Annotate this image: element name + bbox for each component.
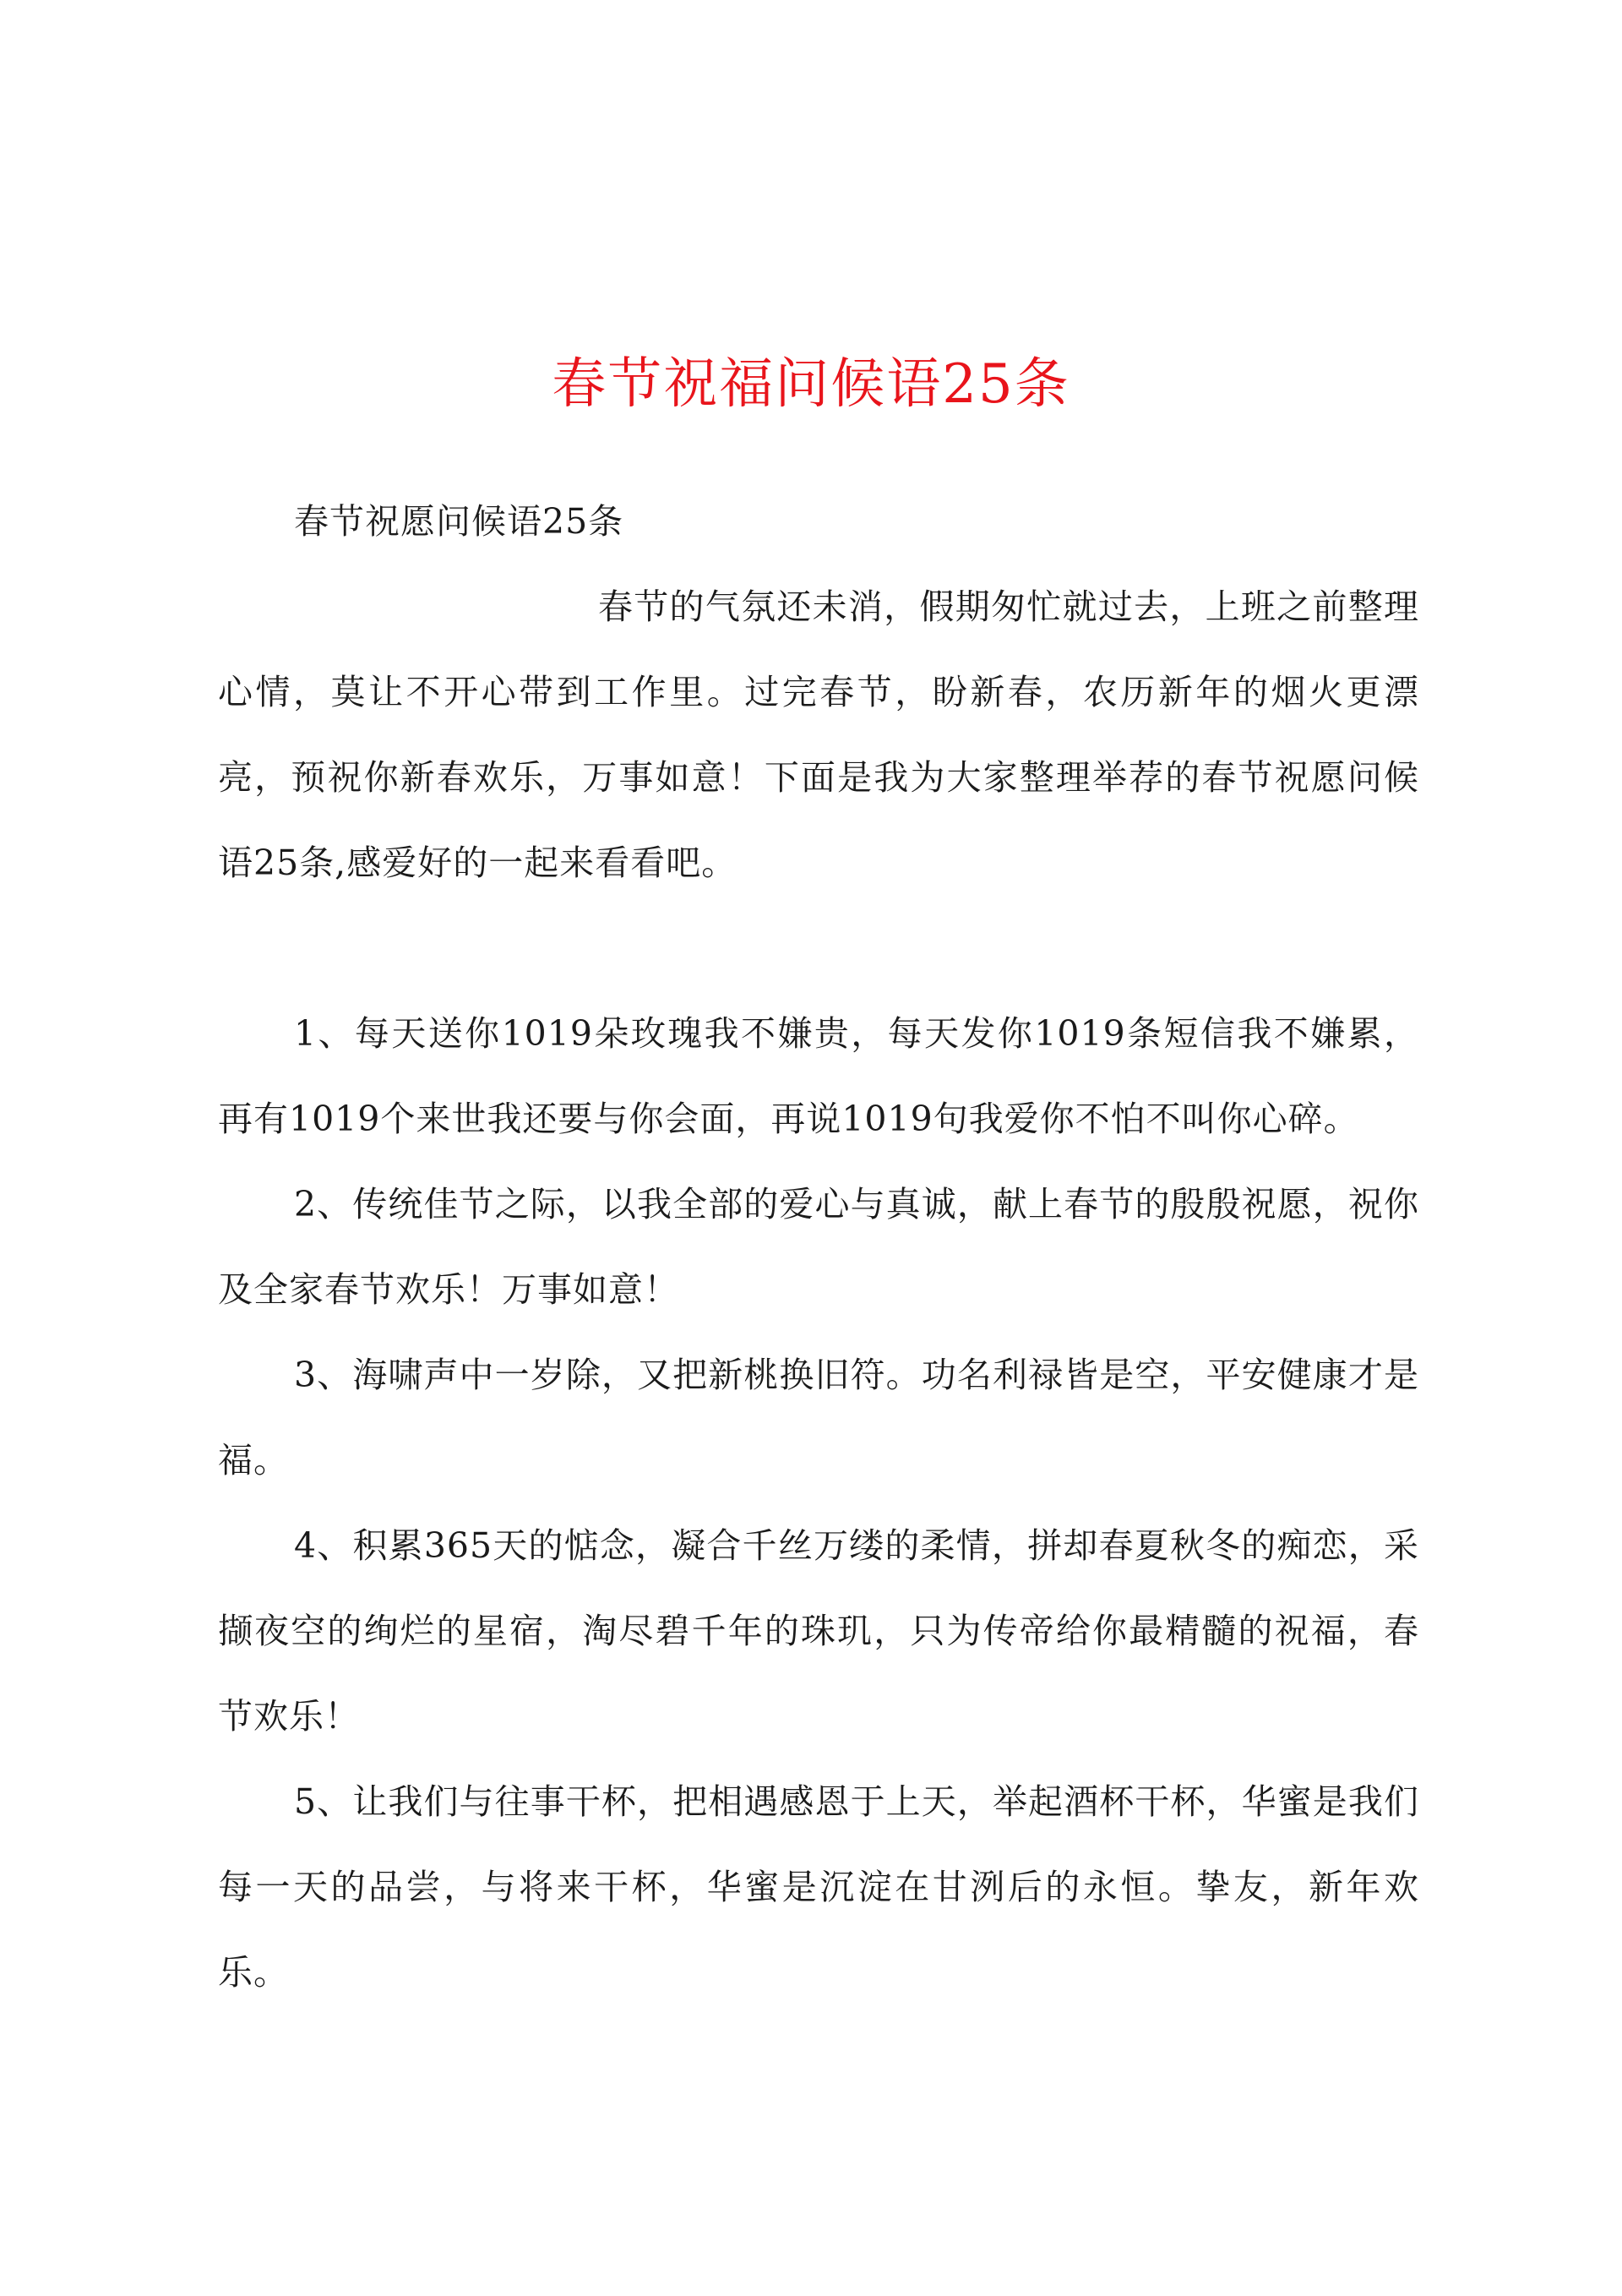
- greeting-item-4: 4、积累365天的惦念，凝合千丝万缕的柔情，拼却春夏秋冬的痴恋，采撷夜空的绚烂的星宿，淘尽碧千年的珠玑，只为传帝给你最精髓的祝福，春节欢乐！: [218, 1525, 1419, 1737]
- greeting-list: [218, 991, 1419, 2015]
- greeting-item-1: 1、每天送你1019朵玫瑰我不嫌贵，每天发你1019条短信我不嫌累，再有1019个来世我还要与你会面，再说1019句我爱你不怕不叫你心碎。: [218, 1013, 1419, 1139]
- document-subtitle: 春节祝愿问候语25条: [294, 501, 624, 542]
- greeting-item-2: 2、传统佳节之际，以我全部的爱心与真诚，献上春节的殷殷祝愿，祝你及全家春节欢乐！万事如意！: [218, 1184, 1419, 1310]
- document-title: 春节祝福问候语25条: [552, 353, 1070, 416]
- intro-paragraph: 春节的气氛还未消，假期匆忙就过去，上班之前整理心情，莫让不开心带到工作里。过完春节，盼新春，农历新年的烟火更漂亮，预祝你新春欢乐，万事如意！下面是我为大家整理举荐的春节祝愿问候语25条,感爱好的一起来看看吧。: [218, 586, 1419, 883]
- greeting-item-5: 5、让我们与往事干杯，把相遇感恩于上天，举起酒杯干杯，华蜜是我们每一天的品尝，与将来干杯，华蜜是沉淀在甘洌后的永恒。挚友，新年欢乐。: [218, 1781, 1419, 1993]
- greeting-item-3: 3、海啸声中一岁除，又把新桃换旧符。功名利禄皆是空，平安健康才是福。: [218, 1355, 1419, 1481]
